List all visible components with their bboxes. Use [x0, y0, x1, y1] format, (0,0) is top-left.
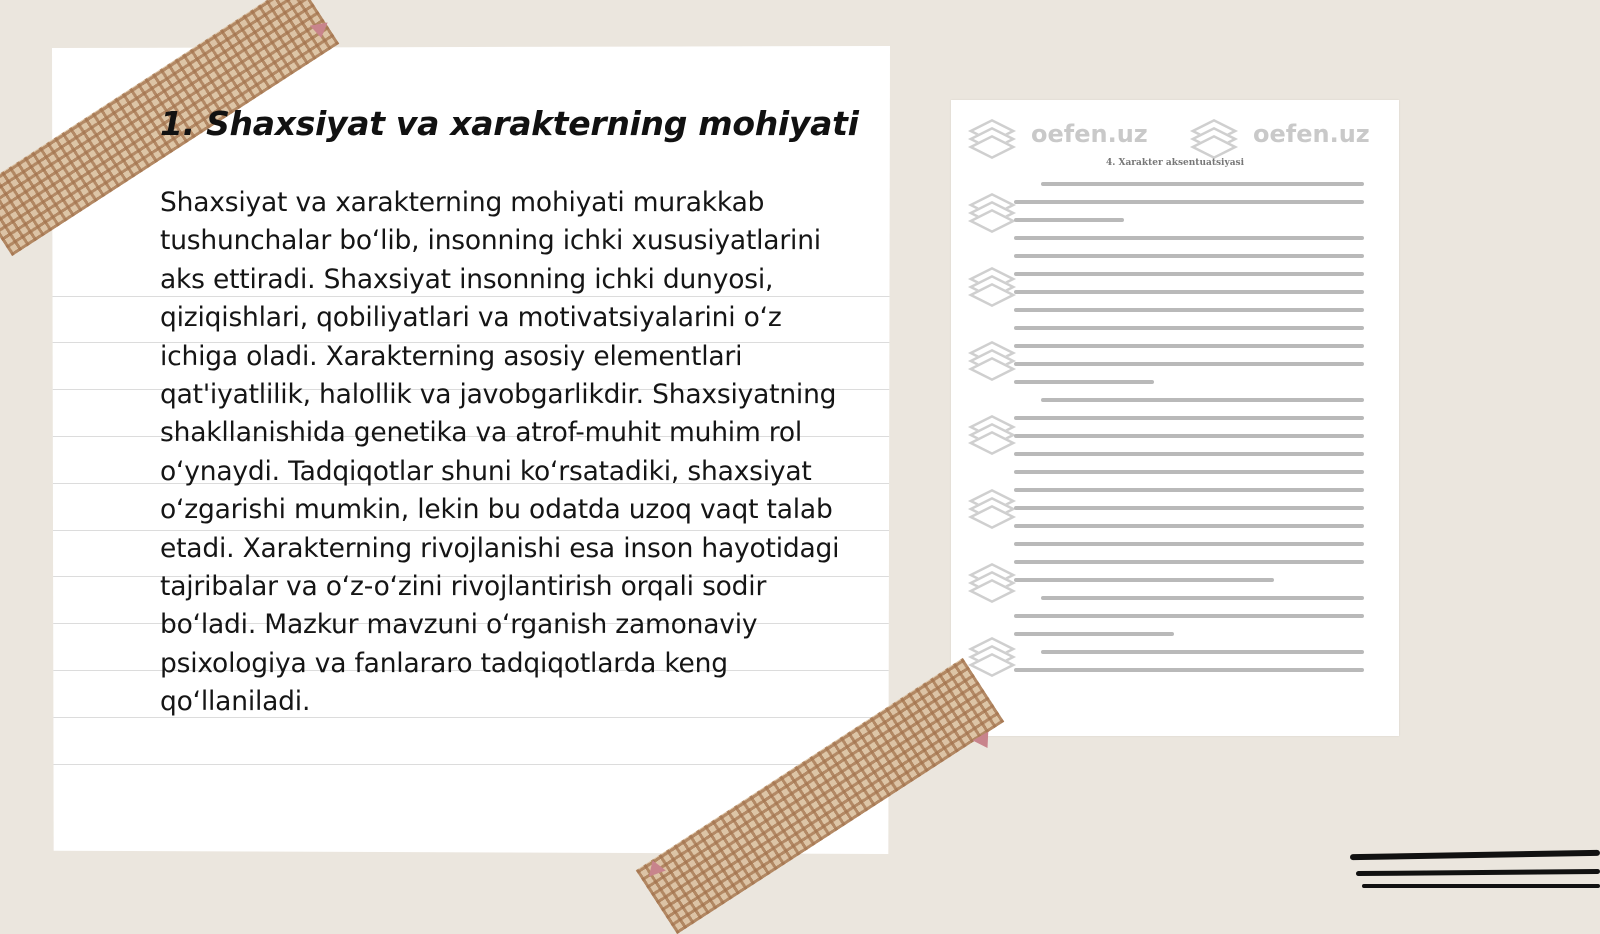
document-text-line [1014, 308, 1364, 312]
ruled-line [52, 764, 890, 765]
document-text-line [1014, 434, 1364, 438]
document-heading: 4. Xarakter aksentuatsiyasi [1105, 158, 1245, 168]
document-text-line [1014, 380, 1154, 384]
document-text-line [1014, 290, 1364, 294]
document-text-line [1014, 542, 1364, 546]
watermark-label: oefen.uz [1253, 120, 1370, 148]
document-text-line [1014, 470, 1364, 474]
watermark [969, 408, 1013, 452]
stacked-layers-icon [969, 334, 1013, 378]
document-text-line [1014, 452, 1364, 456]
brush-stroke [1356, 869, 1600, 876]
stacked-layers-icon [969, 556, 1013, 600]
document-text-line [1014, 362, 1364, 366]
document-text-line [1041, 596, 1364, 600]
document-text-line [1041, 650, 1364, 654]
stacked-layers-icon [969, 482, 1013, 526]
watermark [969, 112, 1148, 156]
watermark [969, 630, 1013, 674]
document-text-line [1014, 218, 1124, 222]
slide-body-text: Shaxsiyat va xarakterning mohiyati murakkab tushunchalar bo‘lib, insonning ichki xususiyatlarini aks ettiradi. Shaxsiyat insonning ichki dunyosi, qiziqishlari, qobiliyatlari va motivatsiyalarini o‘z ichiga oladi. Xarakterning asosiy elementlari qat'iyatlilik, halollik va javobgarlikdir. Shaxsiyatning shakllanishida genetika va atrof-muhit muhim rol o‘ynaydi. Tadqiqotlar shuni ko‘rsatadiki, shaxsiyat o‘zgarishi mumkin, lekin bu odatda uzoq vaqt talab etadi. Xarakterning rivojlanishi esa inson hayotidagi tajribalar va o‘z-o‘zini rivojlantirish orqali sodir bo‘ladi. Mazkur mavzuni o‘rganish zamonaviy psixologiya va fanlararo tadqiqotlarda keng qo‘llaniladi. [160, 187, 840, 718]
document-text-line [1014, 524, 1364, 528]
document-text-line [1014, 488, 1364, 492]
watermark [969, 556, 1013, 600]
watermark-label: oefen.uz [1031, 120, 1148, 148]
stacked-layers-icon [969, 260, 1013, 304]
document-page-image [951, 100, 1399, 736]
brush-stroke [1350, 850, 1600, 860]
watermark [969, 334, 1013, 378]
document-text-line [1014, 416, 1364, 420]
slide-title: 1. Shaxsiyat va xarakterning mohiyati [160, 104, 859, 143]
brush-stroke [1362, 884, 1600, 888]
document-text-line [1014, 614, 1364, 618]
document-text-line [1014, 578, 1274, 582]
document-text-line [1014, 506, 1364, 510]
stacked-layers-icon [1191, 112, 1235, 156]
document-text-line [1041, 182, 1364, 186]
document-text-line [1014, 632, 1174, 636]
document-text-line [1041, 398, 1364, 402]
document-text-line [1014, 200, 1364, 204]
document-text-line [1014, 668, 1364, 672]
document-text-line [1014, 254, 1364, 258]
stacked-layers-icon [969, 112, 1013, 156]
watermark [969, 260, 1013, 304]
watermark [1191, 112, 1370, 156]
watermark [969, 482, 1013, 526]
watermark [969, 186, 1013, 230]
stacked-layers-icon [969, 408, 1013, 452]
document-text-line [1014, 272, 1364, 276]
stacked-layers-icon [969, 186, 1013, 230]
stacked-layers-icon [969, 630, 1013, 674]
document-text-line [1014, 344, 1364, 348]
document-text-line [1014, 236, 1364, 240]
document-text-line [1014, 326, 1364, 330]
document-text-line [1014, 560, 1364, 564]
